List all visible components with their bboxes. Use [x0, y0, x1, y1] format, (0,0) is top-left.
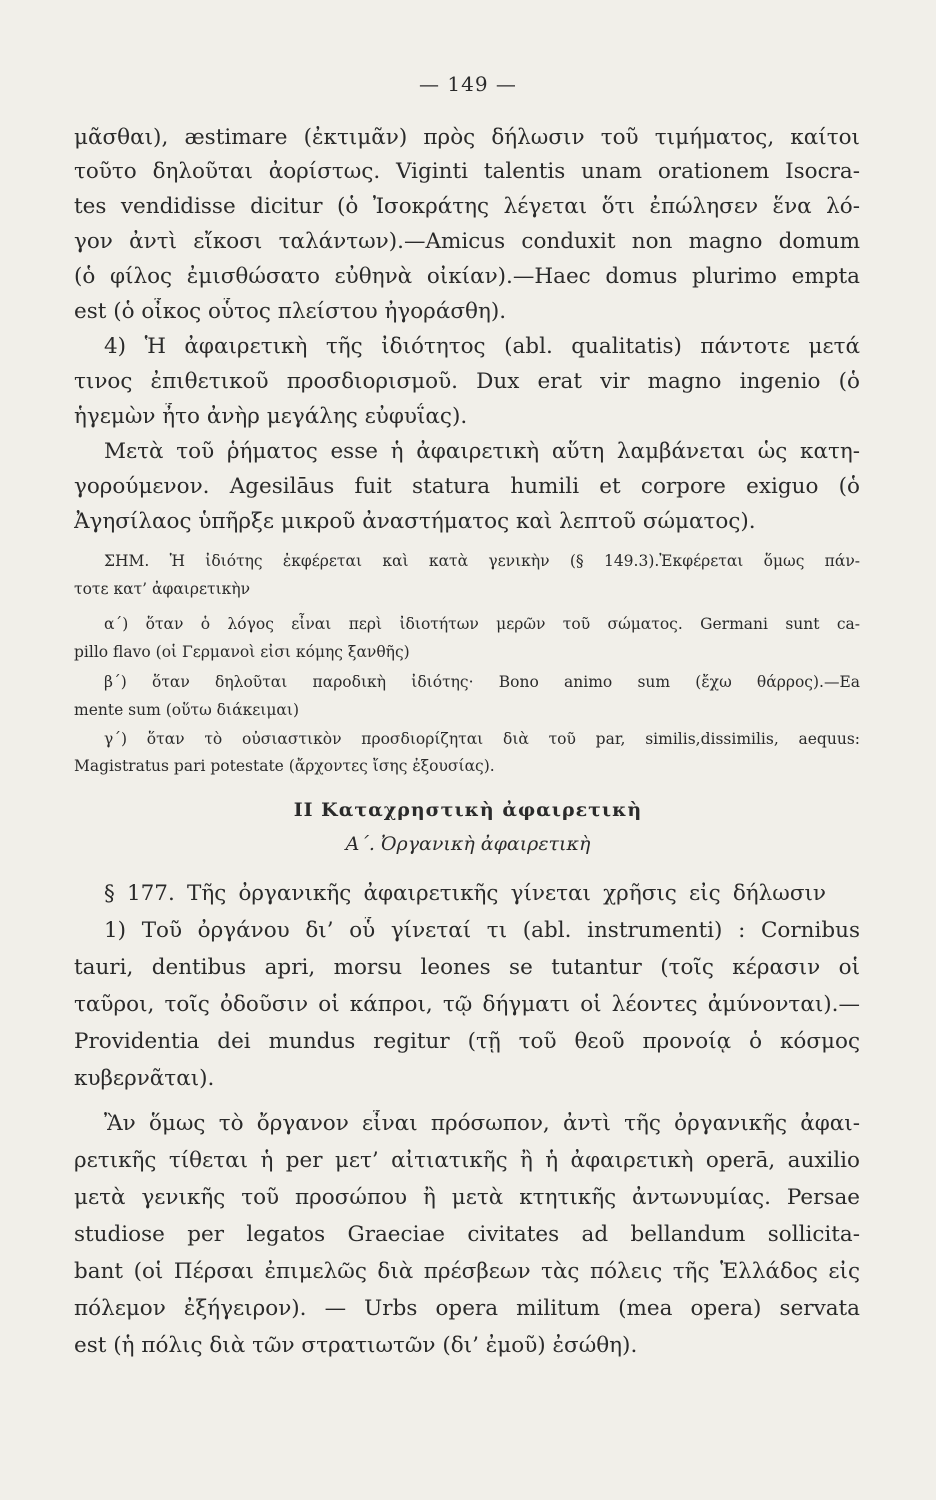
body-line: τοῦτο δηλοῦται ἀορίστως. Viginti talentis unam orationem Isocra- [74, 159, 860, 184]
note-line: β΄) ὅταν δηλοῦται παροδικὴ ἰδιότης· Bono animo sum (ἔχω θάρρος).—Ea [104, 673, 860, 691]
body-line: ἡγεμὼν ἦτο ἀνὴρ μεγάλης εὐφυΐας). [74, 404, 468, 429]
note-line: τοτε κατ’ ἀφαιρετικὴν [74, 580, 251, 598]
body-line: Ἂν ὅμως τὸ ὄργανον εἶναι πρόσωπον, ἀντὶ τῆς ὀργανικῆς ἀφαι- [104, 1111, 860, 1136]
body-line: Providentia dei mundus regitur (τῇ τοῦ θεοῦ προνοίᾳ ὁ κόσμος [74, 1029, 860, 1054]
body-line: bant (οἱ Πέρσαι ἐπιμελῶς διὰ πρέσβεων τὰς πόλεις τῆς Ἑλλάδος εἰς [74, 1259, 860, 1284]
body-line: tauri, dentibus apri, morsu leones se tutantur (τοῖς κέρασιν οἱ [74, 955, 860, 980]
body-line: Μετὰ τοῦ ῥήματος esse ἡ ἀφαιρετικὴ αὕτη λαμβάνεται ὡς κατη- [104, 439, 860, 464]
note-line: α΄) ὅταν ὁ λόγος εἶναι περὶ ἰδιοτήτων μερῶν τοῦ σώματος. Germani sunt ca- [104, 615, 860, 633]
body-line: κυβερνᾶται). [74, 1066, 215, 1091]
section-heading: II Καταχρηστικὴ ἀφαιρετικὴ [293, 799, 643, 821]
body-line: ταῦροι, τοῖς ὀδοῦσιν οἱ κάπροι, τῷ δήγματι οἱ λέοντες ἀμύνονται).— [74, 992, 860, 1017]
subsection-heading: Α΄. Ὀργανικὴ ἀφαιρετικὴ [345, 833, 591, 855]
note-line: pillo flavo (οἱ Γερμανοὶ εἰσι κόμης ξανθῆς) [74, 643, 410, 661]
page-number: — 149 — [419, 72, 517, 96]
note-line: γ΄) ὅταν τὸ οὐσιαστικὸν προσδιορίζηται διὰ τοῦ par, similis,dissimilis, aequus: [104, 730, 860, 748]
body-line: 4) Ἡ ἀφαιρετικὴ τῆς ἰδιότητος (abl. qualitatis) πάντοτε μετά [104, 334, 860, 359]
body-line: est (ἡ πόλις διὰ τῶν στρατιωτῶν (δι’ ἐμοῦ) ἐσώθη). [74, 1333, 638, 1358]
note-line: Magistratus pari potestate (ἄρχοντες ἴσης ἐξουσίας). [74, 757, 495, 775]
body-line: μετὰ γενικῆς τοῦ προσώπου ἢ μετὰ κτητικῆς ἀντωνυμίας. Persae [74, 1185, 860, 1210]
body-line: § 177. Τῆς ὀργανικῆς ἀφαιρετικῆς γίνεται χρῆσις εἰς δήλωσιν [104, 881, 826, 906]
body-line: 1) Τοῦ ὀργάνου δι’ οὗ γίνεταί τι (abl. instrumenti) : Cornibus [104, 918, 860, 943]
note-line: ΣΗΜ. Ἡ ἰδιότης ἐκφέρεται καὶ κατὰ γενικὴν (§ 149.3).Ἐκφέρεται ὅμως πάν- [104, 552, 860, 570]
body-line: studiose per legatos Graeciae civitates ad bellandum sollicita- [74, 1222, 860, 1247]
body-line: πόλεμον ἐξήγειρον). — Urbs opera militum (mea opera) servata [74, 1296, 860, 1321]
body-line: μᾶσθαι), æstimare (ἐκτιμᾶν) πρὸς δήλωσιν τοῦ τιμήματος, καίτοι [74, 125, 860, 150]
body-line: ρετικῆς τίθεται ἡ per μετ’ αἰτιατικῆς ἢ ἡ ἀφαιρετικὴ operā, auxilio [74, 1148, 860, 1173]
body-line: γορούμενον. Agesilāus fuit statura humili et corpore exiguo (ὁ [74, 474, 860, 499]
body-line: Ἀγησίλαος ὑπῆρξε μικροῦ ἀναστήματος καὶ λεπτοῦ σώματος). [74, 509, 756, 534]
body-line: tes vendidisse dicitur (ὁ Ἰσοκράτης λέγεται ὅτι ἐπώλησεν ἕνα λό- [74, 194, 860, 219]
body-line: γον ἀντὶ εἴκοσι ταλάντων).—Amicus conduxit non magno domum [74, 229, 860, 254]
body-line: (ὁ φίλος ἐμισθώσατο εὐθηνὰ οἰκίαν).—Haec domus plurimo empta [74, 264, 860, 289]
body-line: est (ὁ οἶκος οὗτος πλείστου ἠγοράσθη). [74, 299, 507, 324]
body-line: τινος ἐπιθετικοῦ προσδιορισμοῦ. Dux erat vir magno ingenio (ὁ [74, 369, 860, 394]
note-line: mente sum (οὕτω διάκειμαι) [74, 701, 300, 719]
